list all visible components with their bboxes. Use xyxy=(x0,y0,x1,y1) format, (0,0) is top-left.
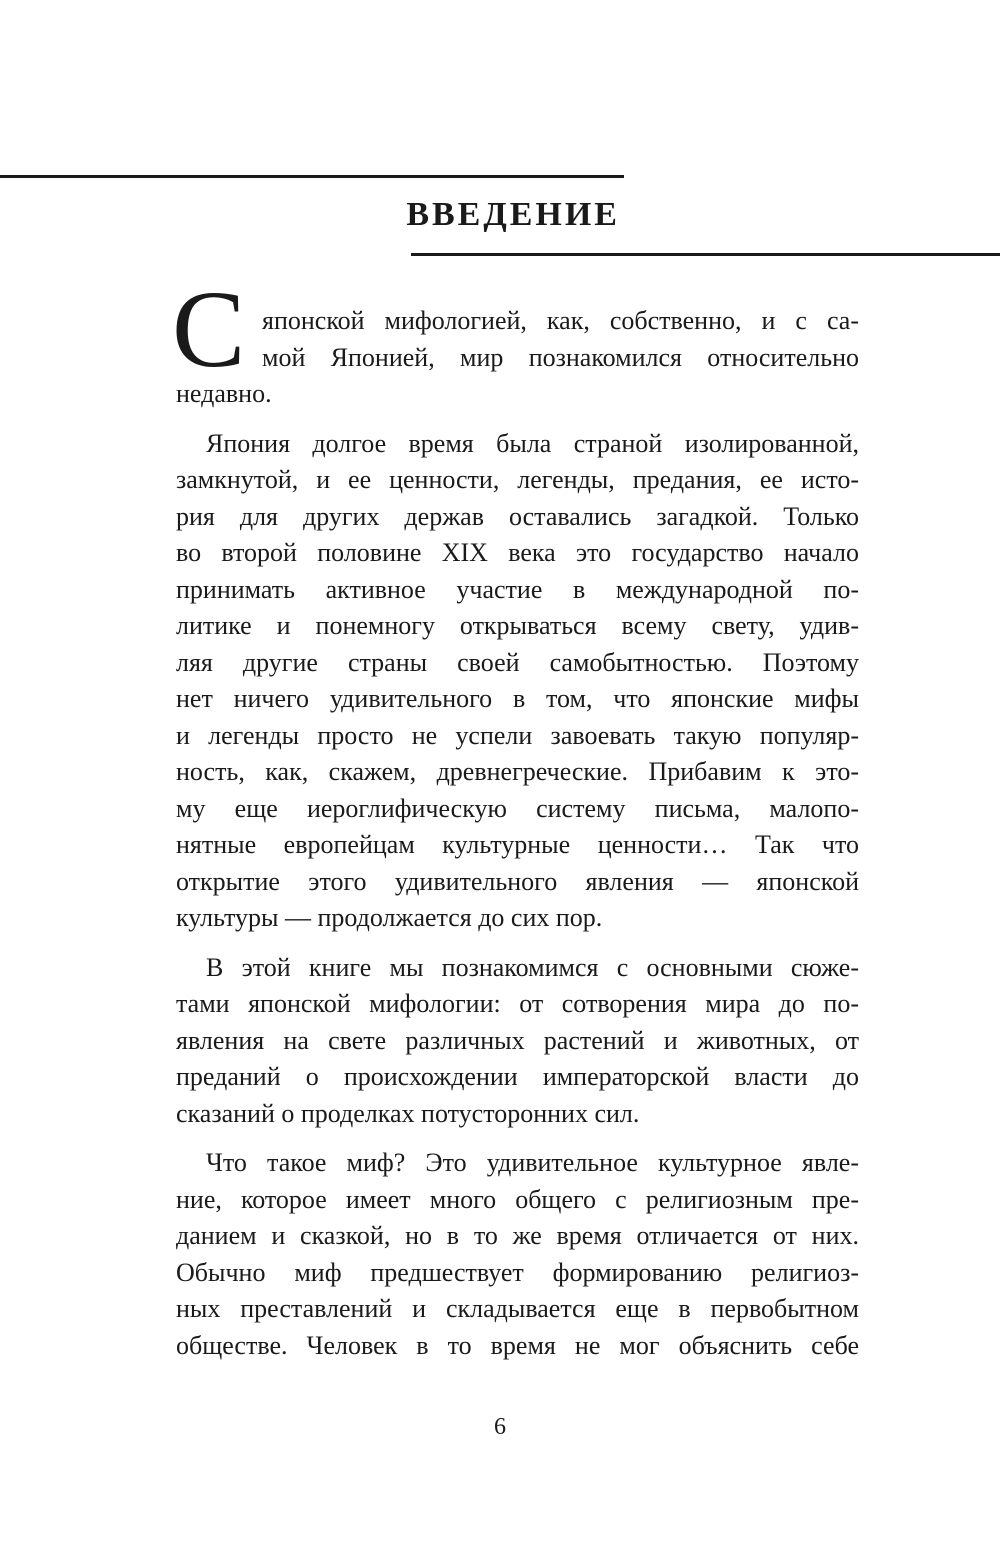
text-line: тами японской мифологии: от сотворения мира до по- xyxy=(176,989,859,1018)
text-line: Япония долгое время была страной изолированной, xyxy=(206,428,859,458)
text-line: литике и понемногу открываться всему свету, удив- xyxy=(176,611,859,640)
paragraph xyxy=(176,1145,859,1364)
text-line: мой Японией, мир познакомился относительно xyxy=(262,342,859,372)
text-line: замкнутой, и ее ценности, легенды, предания, ее исто- xyxy=(176,465,859,494)
text-line: явления на свете различных растений и животных, от xyxy=(176,1025,859,1055)
text-line: ляя другие страны своей самобытностью. Поэтому xyxy=(176,647,859,677)
text-line: му еще иероглифическую систему письма, малопо- xyxy=(176,793,859,823)
text-line: во второй половине XIX века это государство начало xyxy=(176,538,859,567)
text-line: обществе. Человек в то время не мог объяснить себе xyxy=(176,1330,859,1360)
text-line: ных преставлений и складывается еще в первобытном xyxy=(176,1294,859,1323)
text-line: данием и сказкой, но в то же время отличается от них. xyxy=(176,1221,859,1250)
text-line: открытие этого удивительного явления — японской xyxy=(176,866,859,896)
text-line: нет ничего удивительного в том, что японские мифы xyxy=(176,684,859,713)
text-line: недавно. xyxy=(176,379,272,408)
text-line: принимать активное участие в международной по- xyxy=(176,574,859,604)
paragraph xyxy=(176,303,859,413)
top-rule xyxy=(0,175,624,178)
text-line: В этой книге мы познакомимся с основными сюже- xyxy=(206,952,859,982)
paragraph xyxy=(176,426,859,937)
text-line: рия для других держав оставались загадкой. Только xyxy=(176,501,859,531)
text-line: ние, которое имеет много общего с религиозным пре- xyxy=(176,1184,859,1214)
text-line: Что такое миф? Это удивительное культурное явле- xyxy=(206,1148,859,1177)
chapter-title: ВВЕДЕНИЕ xyxy=(406,196,620,233)
paragraph xyxy=(176,950,859,1133)
text-line: нятные европейцам культурные ценности… Так что xyxy=(176,830,859,859)
bottom-rule xyxy=(411,253,1000,256)
text-line: Обычно миф предшествует формированию религиоз- xyxy=(176,1257,859,1287)
drop-cap: С xyxy=(172,268,246,390)
text-line: и легенды просто не успели завоевать такую популяр- xyxy=(176,720,859,750)
text-line: японской мифологией, как, собственно, и с са- xyxy=(262,306,859,335)
body-text xyxy=(176,303,859,1364)
text-line: преданий о происхождении императорской власти до xyxy=(176,1062,859,1091)
text-line: сказаний о проделках потусторонних сил. xyxy=(176,1098,640,1128)
text-line: ность, как, скажем, древнегреческие. Прибавим к это- xyxy=(176,757,859,786)
page-number: 6 xyxy=(494,1414,506,1440)
text-line: культуры — продолжается до сих пор. xyxy=(176,903,603,932)
